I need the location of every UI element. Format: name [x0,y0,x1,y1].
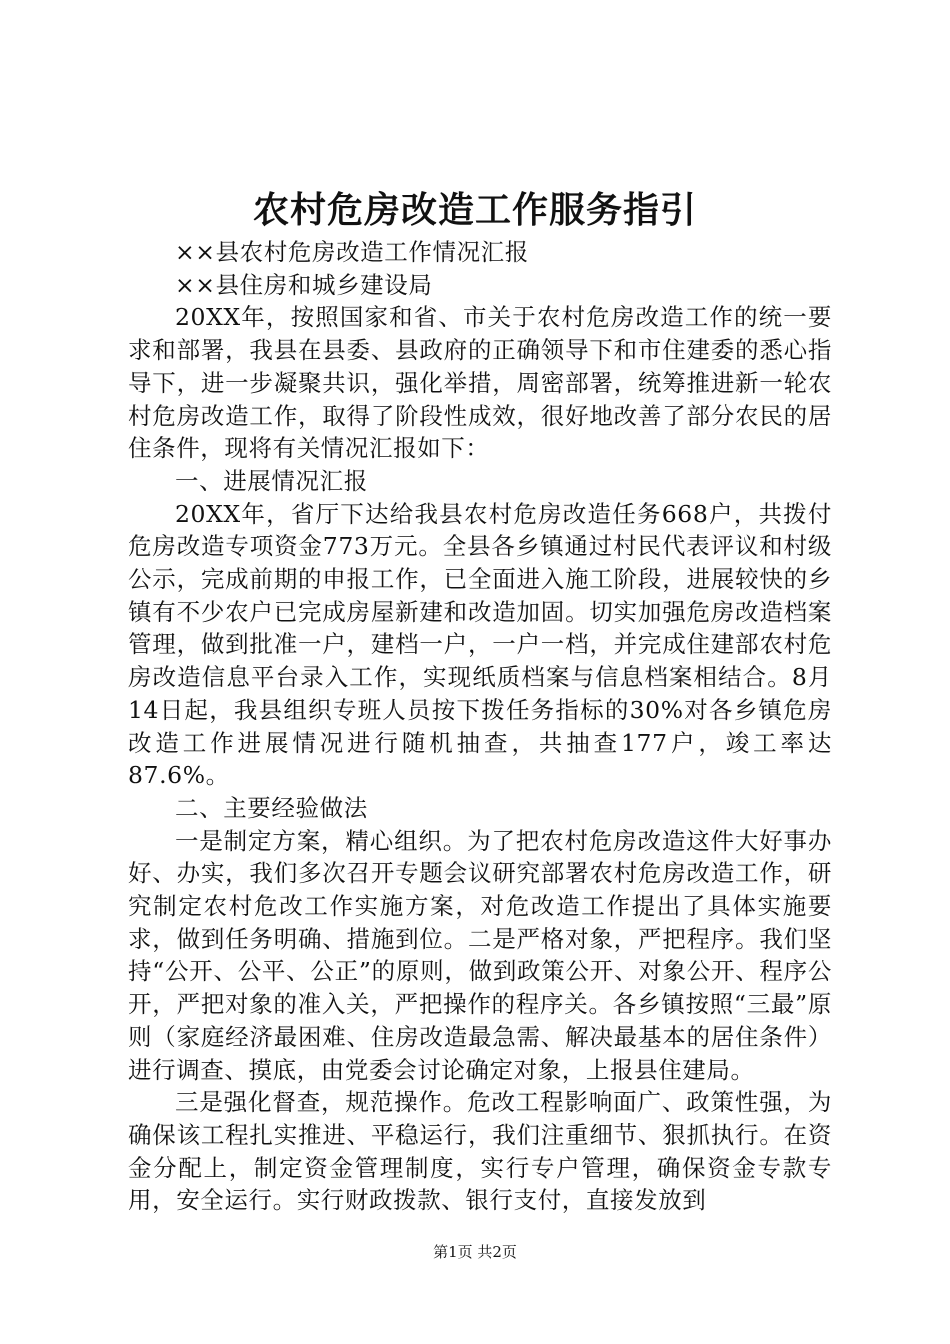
page-footer: 第1页 共2页 [433,1243,517,1261]
intro-paragraph: 20XX年，按照国家和省、市关于农村危房改造工作的统一要求和部署，我县在县委、县政府的正确领导下和市住建委的悉心指导下，进一步凝聚共识，强化举措，周密部署，统筹推进新一轮农村危房改造工作，取得了阶段性成效，很好地改善了部分农民的居住条件，现将有关情况汇报如下： [128,303,832,463]
section-heading-experience: 二、主要经验做法 [175,793,368,822]
experience-paragraph-2: 三是强化督查，规范操作。危改工程影响面广、政策性强，为确保该工程扎实推进、平稳运行，我们注重细节、狠抓执行。在资金分配上，制定资金管理制度，实行专户管理，确保资金专款专用，安全运行。实行财政拨款、银行支付，直接发放到 [128,1088,832,1215]
report-author: ××县住房和城乡建设局 [175,270,433,299]
experience-paragraph-1: 一是制定方案，精心组织。为了把农村危房改造这件大好事办好、办实，我们多次召开专题会议研究部署农村危房改造工作，研究制定农村危改工作实施方案，对危改造工作提出了具体实施要求，做到任务明确、措施到位。二是严格对象，严把程序。我们坚持“公开、公平、公正”的原则，做到政策公开、对象公开、程序公开，严把对象的准入关，严把操作的程序关。各乡镇按照“三最”原则（家庭经济最困难、住房改造最急需、解决最基本的居住条件）进行调查、摸底，由党委会讨论确定对象，上报县住建局。 [128,826,832,1084]
document-body [128,236,832,1217]
report-heading: ××县农村危房改造工作情况汇报 [175,238,529,266]
progress-paragraph: 20XX年，省厅下达给我县农村危房改造任务668户，共拨付危房改造专项资金773万元。全县各乡镇通过村民代表评议和村级公示，完成前期的申报工作，已全面进入施工阶段，进展较快的乡镇有不少农户已完成房屋新建和改造加固。切实加强危房改造档案管理，做到批准一户，建档一户，一户一档，并完成住建部农村危房改造信息平台录入工作，实现纸质档案与信息档案相结合。8月14日起，我县组织专班人员按下拨任务指标的30%对各乡镇危房改造工作进展情况进行随机抽查，共抽查177户，竣工率达87.6%。 [128,499,832,790]
section-heading-progress: 一、进展情况汇报 [175,466,368,495]
document-title: 农村危房改造工作服务指引 [252,189,697,231]
